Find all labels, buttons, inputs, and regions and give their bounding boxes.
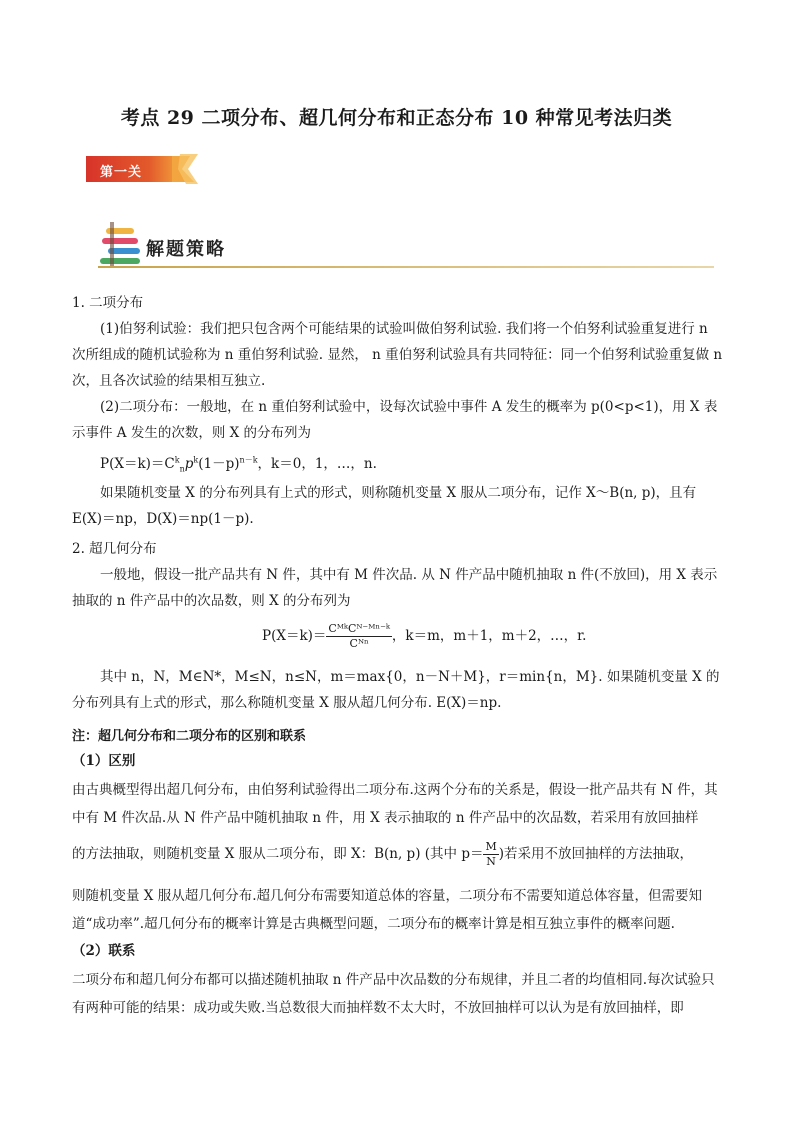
strategy-title: 解题策略 xyxy=(146,239,226,260)
note-difference-text-3: 则随机变量 X 服从超几何分布.超几何分布需要知道总体的容量，二项分布不需要知道总体容量，但需要知道“成功率”.超几何分布的概率计算是古典概型问题，二项分布的概率计算是相互独立事件的概率问题. xyxy=(72,888,702,932)
note-difference-text-2: 的方法抽取，则随机变量 X 服从二项分布，即 X：B(n, p) (其中 p＝ $\frac{M}{N}$ )若采用不放回抽样的方法抽取， xyxy=(72,840,694,868)
hypergeometric-formula: P(X＝k)＝ $\frac{\text{CᴹᵏCᴺ⁻ᴹⁿ⁻ᵏ}}{\text{Cᴺⁿ}}$ ，k＝m，m＋1，m＋2，…，r. xyxy=(262,622,587,650)
page-title: 考点 29 二项分布、超几何分布和正态分布 10 种常见考法归类 xyxy=(120,107,673,129)
paragraph-bernoulli: (1)伯努利试验：我们把只包含两个可能结果的试验叫做伯努利试验. 我们将一个伯努利试验重复进行 n 次所组成的随机试验称为 n 重伯努利试验. 显然， n 重伯努利试验具有共同特征：同一个伯努利试验重复做 n 次，且各次试验的结果相互独立. xyxy=(72,321,723,389)
heading-binomial: 1. 二项分布 xyxy=(72,295,144,311)
binomial-formula: $P(X=k)=C^k_np^k(1-p)^{n-k}$，k＝0，1，…，n. xyxy=(100,455,377,474)
note-difference-text: 由古典概型得出超几何分布，由伯努利试验得出二项分布.这两个分布的关系是，假设一批产品共有 N 件，其中有 M 件次品.从 N 件产品中随机抽取 n 件，用 X 表示抽取的 n 件产品中的次品数，若采用有放回抽样 xyxy=(72,782,718,826)
banner-label: 第一关 xyxy=(100,165,143,180)
note-sub-relation: （2）联系 xyxy=(72,943,136,959)
divider xyxy=(98,266,714,268)
paragraph-binomial-def: 如果随机变量 X 的分布列具有上式的形式，则称随机变量 X 服从二项分布，记作 X～B(n, p)，且有 E(X)＝np，D(X)＝np(1－p). xyxy=(72,485,697,527)
paragraph-hypergeometric-def: 其中 n，N，M∈N*，M≤N，n≤N，m＝max{0，n－N＋M}，r＝min{n，M}. 如果随机变量 X 的分布列具有上式的形式，那么称随机变量 X 服从超几何分布. E(X)＝np. xyxy=(72,669,720,711)
heading-hypergeometric: 2. 超几何分布 xyxy=(72,541,157,557)
paragraph-hypergeometric: 一般地，假设一批产品共有 N 件，其中有 M 件次品. 从 N 件产品中随机抽取 n 件(不放回)，用 X 表示抽取的 n 件产品中的次品数，则 X 的分布列为 xyxy=(72,567,718,609)
paragraph-binomial: (2)二项分布：一般地，在 n 重伯努利试验中，设每次试验中事件 A 发生的概率为 p(0<p<1)，用 X 表示事件 A 发生的次数，则 X 的分布列为 xyxy=(72,399,718,441)
note-relation-text: 二项分布和超几何分布都可以描述随机抽取 n 件产品中次品数的分布规律，并且二者的均值相同.每次试验只有两种可能的结果：成功或失败.当总数很大而抽样数不太大时，不放回抽样可以认为是有放回抽样，即 xyxy=(72,972,715,1016)
note-heading: 注：超几何分布和二项分布的区别和联系 xyxy=(72,729,307,744)
note-sub-difference: （1）区别 xyxy=(72,753,136,769)
